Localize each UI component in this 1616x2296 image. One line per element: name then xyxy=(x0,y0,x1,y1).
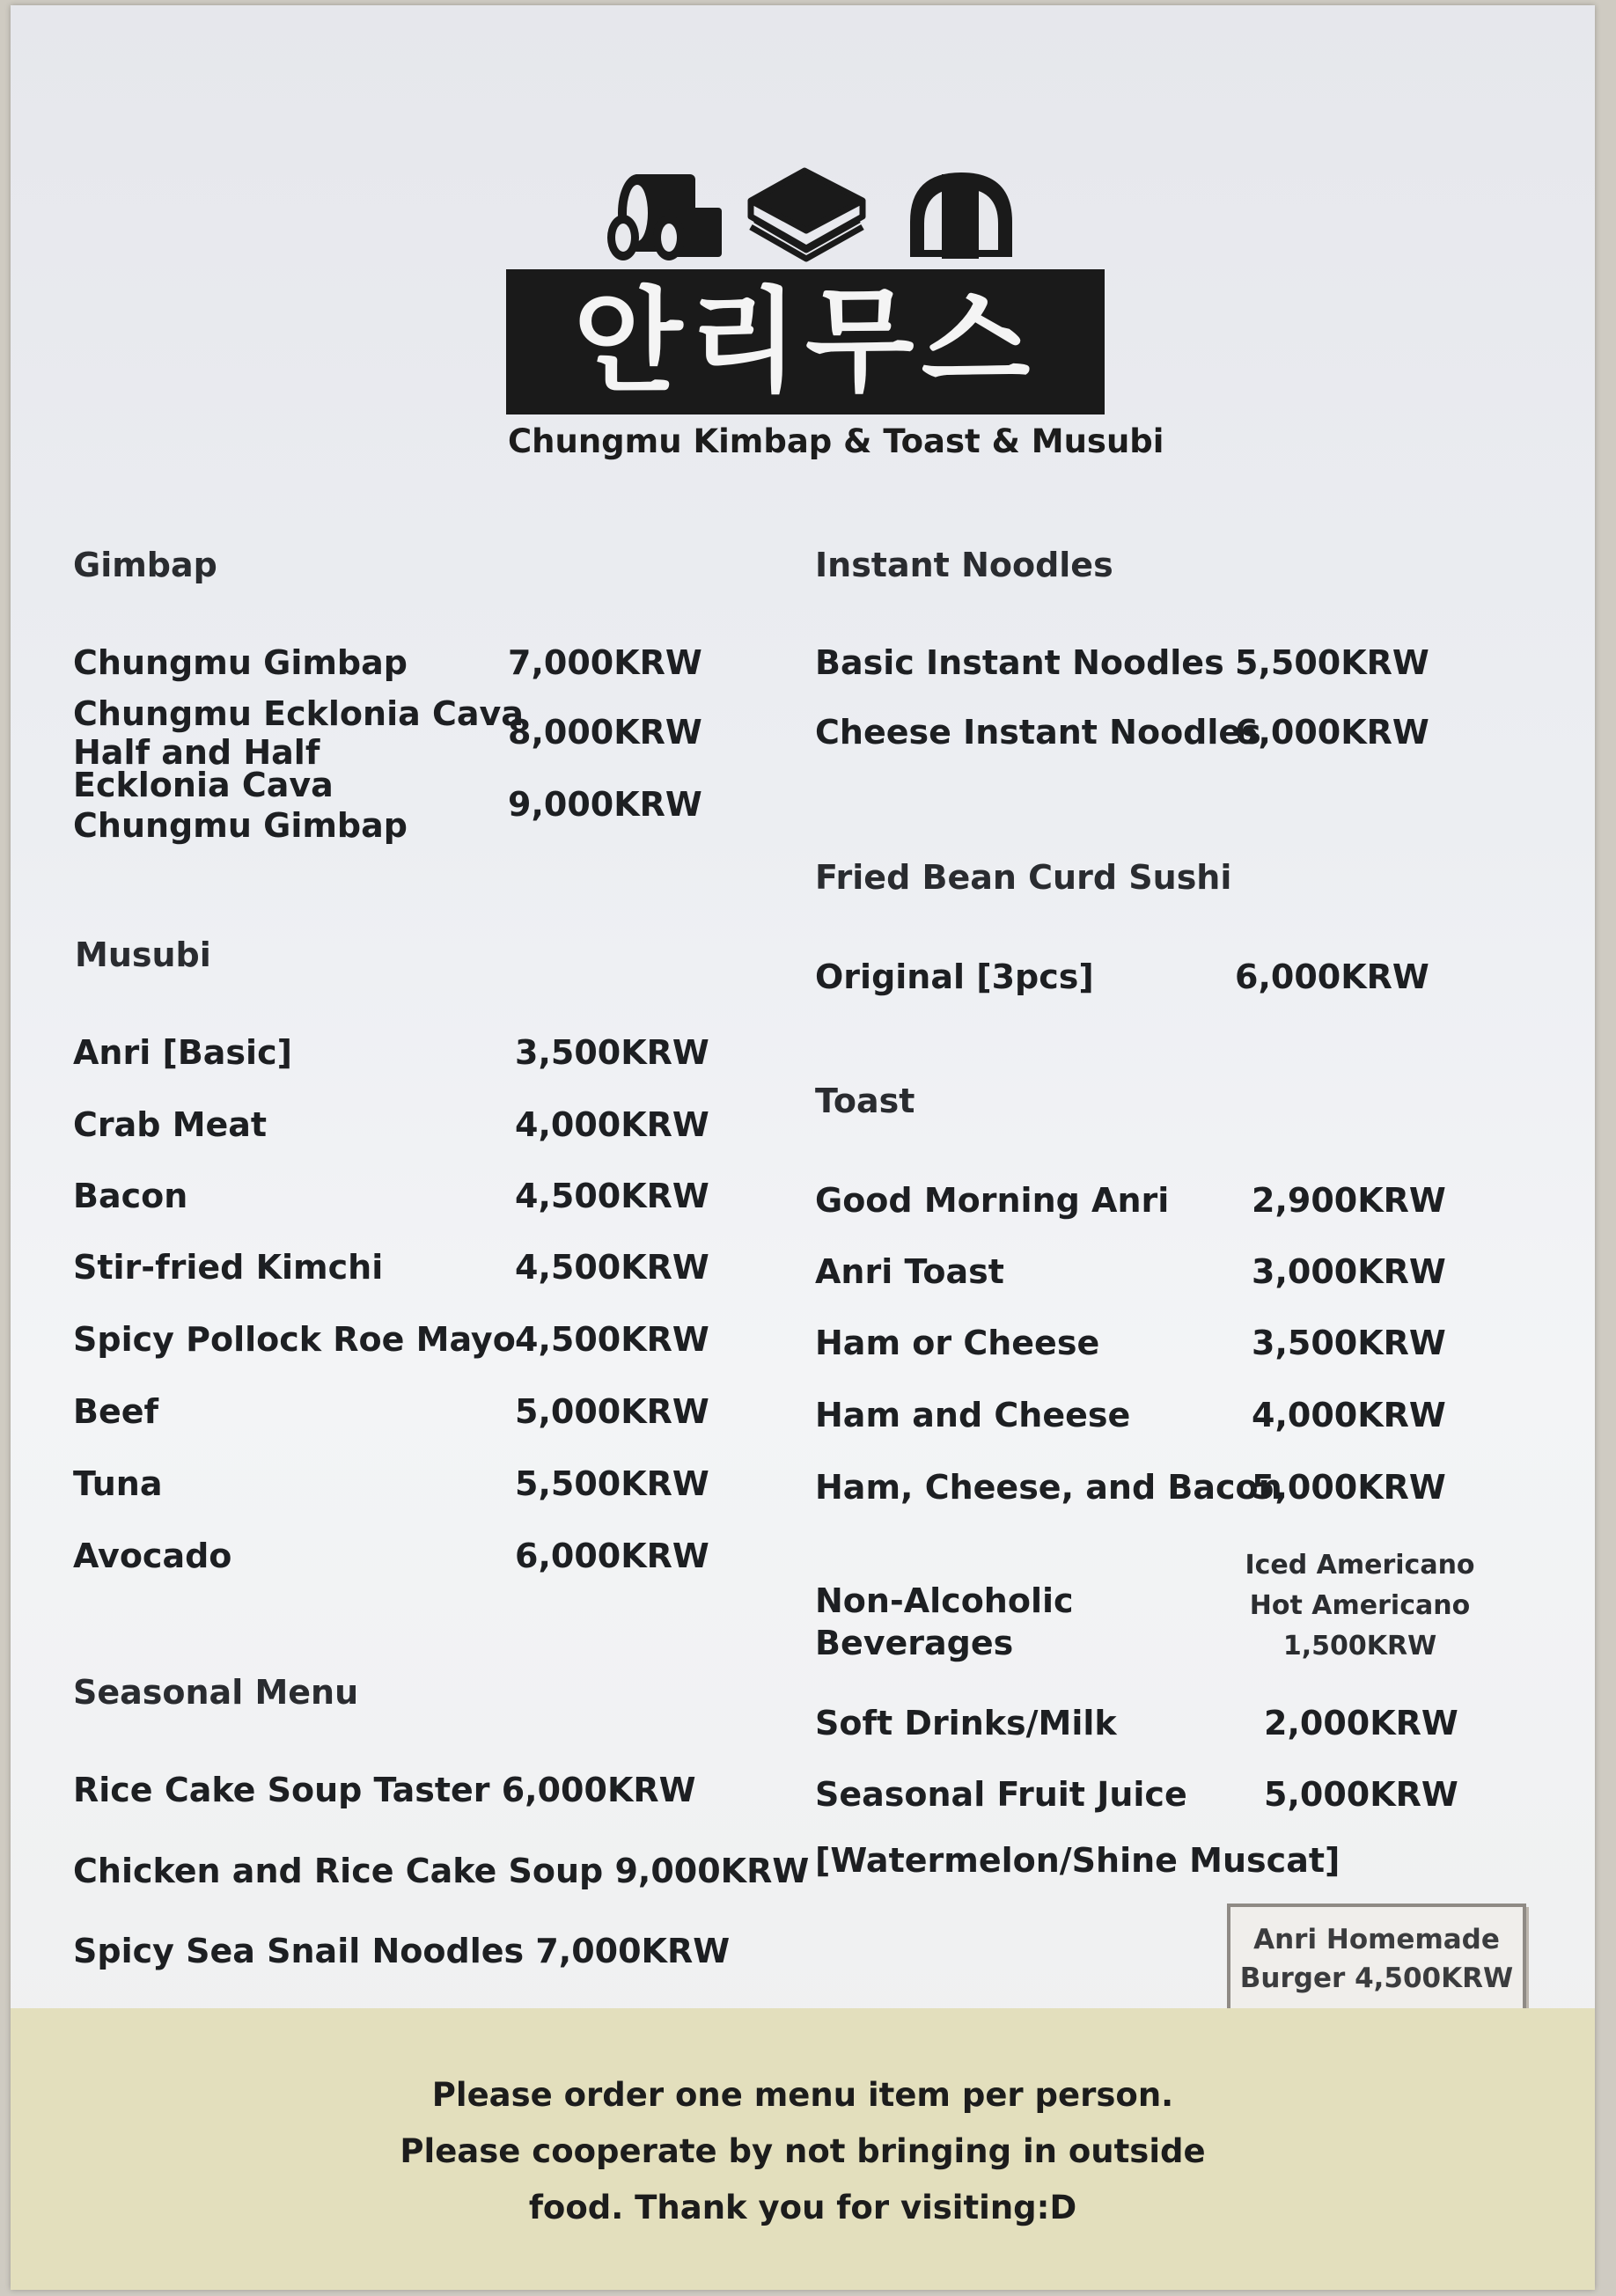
menu-item-name: Ecklonia Cava xyxy=(73,766,334,804)
menu-item-price: 6,000KRW xyxy=(1235,713,1429,752)
burger-note-line: Anri Homemade xyxy=(1253,1924,1500,1955)
menu-item-name: Stir-fried Kimchi xyxy=(73,1248,384,1287)
menu-item-name: Anri Toast xyxy=(815,1252,1004,1291)
menu-item-name: Half and Half xyxy=(73,733,320,772)
footer-notice xyxy=(11,2008,1595,2290)
menu-item-name: Original [3pcs] xyxy=(815,957,1094,996)
menu-item-name: Tuna xyxy=(73,1464,163,1503)
menu-item-name: Spicy Pollock Roe Mayo xyxy=(73,1320,516,1359)
footer-line: Please cooperate by not bringing in outside xyxy=(400,2132,1206,2170)
menu-item-name: Cheese Instant Noodles xyxy=(815,713,1261,752)
menu-item-price: 2,000KRW xyxy=(1264,1704,1458,1742)
section-heading-gimbap: Gimbap xyxy=(73,546,217,584)
menu-item-name: Bacon xyxy=(73,1177,188,1215)
menu-item-price: 5,500KRW xyxy=(1235,643,1429,682)
menu-item-price: 6,000KRW xyxy=(1235,957,1429,996)
menu-item-name: Avocado xyxy=(73,1537,232,1575)
kimbap-rolls-icon xyxy=(607,174,722,260)
menu-item-price: 5,500KRW xyxy=(515,1464,709,1503)
menu-item-name: Ham, Cheese, and Bacon xyxy=(815,1468,1282,1507)
menu-item-price: 5,000KRW xyxy=(515,1392,709,1431)
section-heading-toast: Toast xyxy=(815,1082,915,1120)
coffee-item: Hot Americano xyxy=(1249,1590,1471,1621)
seasonal-item: Spicy Sea Snail Noodles 7,000KRW xyxy=(73,1932,731,1970)
juice-options: [Watermelon/Shine Muscat] xyxy=(815,1841,1341,1880)
menu-item-name: Chungmu Gimbap xyxy=(73,643,408,682)
menu-item-price: 2,900KRW xyxy=(1252,1181,1446,1220)
menu-item-price: 6,000KRW xyxy=(515,1537,709,1575)
menu-item-price: 7,000KRW xyxy=(508,643,702,682)
section-heading-musubi: Musubi xyxy=(75,935,211,974)
seasonal-item: Chicken and Rice Cake Soup 9,000KRW xyxy=(73,1852,810,1890)
seasonal-item: Rice Cake Soup Taster 6,000KRW xyxy=(73,1771,696,1809)
musubi-icon xyxy=(910,172,1012,259)
menu-item-name: Ham or Cheese xyxy=(815,1324,1100,1362)
menu-item-name: Soft Drinks/Milk xyxy=(815,1704,1117,1742)
section-heading-seasonal: Seasonal Menu xyxy=(73,1673,359,1712)
burger-note-line: Burger 4,500KRW xyxy=(1239,1962,1514,1994)
menu-item-price: 3,500KRW xyxy=(1252,1324,1446,1362)
menu-item-price: 3,000KRW xyxy=(1252,1252,1446,1291)
section-heading-beverages-line2: Beverages xyxy=(815,1624,1014,1662)
brand-subtitle: Chungmu Kimbap & Toast & Musubi xyxy=(508,422,1164,460)
footer-line: food. Thank you for visiting:D xyxy=(528,2189,1077,2226)
menu-item-price: 5,000KRW xyxy=(1264,1775,1458,1814)
menu-item-price: 4,500KRW xyxy=(515,1320,709,1359)
menu-item-name: Beef xyxy=(73,1392,159,1431)
menu-item-price: 3,500KRW xyxy=(515,1033,709,1072)
food-icons xyxy=(607,165,1053,264)
menu-item-price: 9,000KRW xyxy=(508,785,702,824)
menu-item-price: 5,000KRW xyxy=(1252,1468,1446,1507)
section-heading-fried-bean-curd-sushi: Fried Bean Curd Sushi xyxy=(815,858,1232,897)
coffee-item: Iced Americano xyxy=(1245,1550,1475,1581)
menu-item-name: Good Morning Anri xyxy=(815,1181,1170,1220)
menu-item-price: 4,000KRW xyxy=(515,1105,709,1144)
section-heading-instant-noodles: Instant Noodles xyxy=(815,546,1113,584)
burger-note-card xyxy=(1227,1904,1526,2014)
menu-item-name: Crab Meat xyxy=(73,1105,268,1144)
brand-logo xyxy=(506,269,1105,414)
menu-item-name: Ham and Cheese xyxy=(815,1396,1131,1434)
menu-item-name: Chungmu Gimbap xyxy=(73,806,408,845)
menu-item-price: 4,500KRW xyxy=(515,1177,709,1215)
menu-item-price: 4,000KRW xyxy=(1252,1396,1446,1434)
section-heading-beverages: Non-Alcoholic xyxy=(815,1581,1074,1620)
coffee-price: 1,500KRW xyxy=(1282,1631,1437,1661)
menu-item-name: Anri [Basic] xyxy=(73,1033,292,1072)
footer-line: Please order one menu item per person. xyxy=(431,2076,1174,2114)
menu-item-name: Chungmu Ecklonia Cava xyxy=(73,694,524,733)
menu-item-price: 8,000KRW xyxy=(508,713,702,752)
brand-name: 안리무스 xyxy=(573,275,1038,407)
menu-item-name: Basic Instant Noodles xyxy=(815,643,1224,682)
menu-item-name: Seasonal Fruit Juice xyxy=(815,1775,1187,1814)
menu-sheet xyxy=(11,5,1595,2290)
menu-item-price: 4,500KRW xyxy=(515,1248,709,1287)
toast-sandwich-icon xyxy=(751,171,863,259)
